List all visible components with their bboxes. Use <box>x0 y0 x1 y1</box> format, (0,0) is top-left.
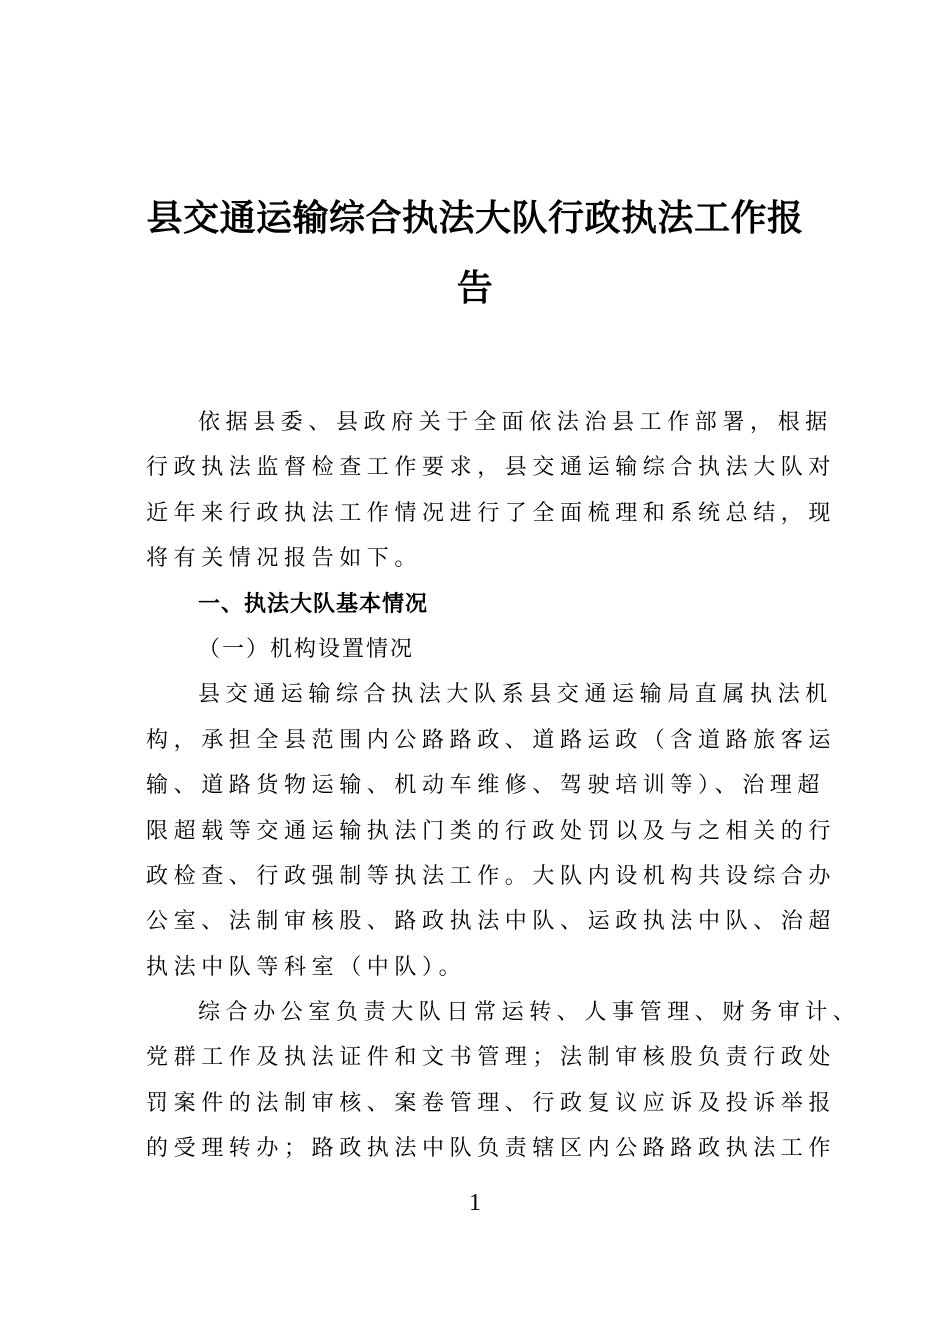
paragraph-line: 的受理转办；路政执法中队负责辖区内公路路政执法工作 <box>146 1136 837 1162</box>
paragraph-line: 公室、法制审核股、路政执法中队、运政执法中队、治超 <box>146 909 837 935</box>
page-number: 1 <box>469 1190 481 1216</box>
paragraph-line: 构，承担全县范围内公路路政、道路运政（含道路旅客运 <box>146 727 837 753</box>
subsection-heading: （一）机构设置情况 <box>198 636 415 662</box>
paragraph-line: 党群工作及执法证件和文书管理；法制审核股负责行政处 <box>146 1045 837 1071</box>
paragraph-line: 限超载等交通运输执法门类的行政处罚以及与之相关的行 <box>146 818 837 844</box>
intro-line: 将有关情况报告如下。 <box>146 546 423 572</box>
section-heading: 一、执法大队基本情况 <box>198 591 429 617</box>
document-body <box>146 400 861 1172</box>
paragraph-line: 县交通运输综合执法大队系县交通运输局直属执法机 <box>198 682 833 708</box>
paragraph-line: 输、道路货物运输、机动车维修、驾驶培训等）、治理超 <box>146 773 826 799</box>
paragraph-line: 综合办公室负责大队日常运转、人事管理、财务审计、 <box>198 1000 861 1026</box>
paragraph-line: 执法中队等科室（中队）。 <box>146 954 467 980</box>
document-title-line-2: 告 <box>456 267 494 309</box>
intro-line: 依据县委、县政府关于全面依法治县工作部署，根据 <box>198 410 833 435</box>
intro-line: 近年来行政执法工作情况进行了全面梳理和系统总结，现 <box>146 500 837 526</box>
paragraph-line: 政检查、行政强制等执法工作。大队内设机构共设综合办 <box>146 863 837 889</box>
document-title-line-1: 县交通运输综合执法大队行政执法工作报 <box>146 197 804 239</box>
paragraph-line: 罚案件的法制审核、案卷管理、行政复议应诉及投诉举报 <box>146 1090 837 1116</box>
intro-line: 行政执法监督检查工作要求，县交通运输综合执法大队对 <box>146 455 837 481</box>
